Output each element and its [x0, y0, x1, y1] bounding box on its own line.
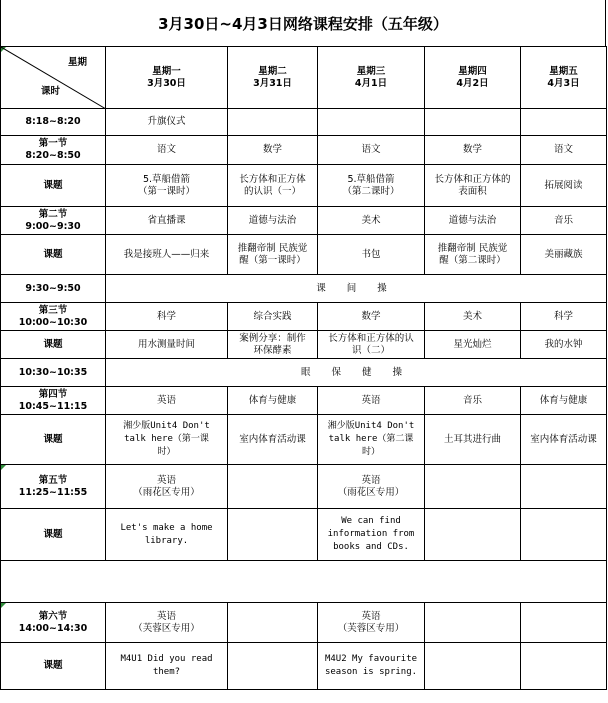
subject-cell: 英语 [106, 387, 228, 415]
subject-cell: 英语 （芙蓉区专用） [106, 603, 228, 643]
subject-cell: 音乐 [521, 207, 607, 235]
period-label: 第五节 11:25~11:55 [1, 465, 106, 509]
topic-cell: 湘少版Unit4 Don't talk here（第一课 时） [106, 415, 228, 465]
day-header-thu: 星期四 4月2日 [425, 47, 521, 109]
subject-cell: 英语 （雨花区专用） [318, 465, 425, 509]
subject-cell: 英语 （雨花区专用） [106, 465, 228, 509]
topic-cell: 推翻帝制 民族觉 醒（第二课时） [425, 235, 521, 275]
topic-label: 课题 [1, 415, 106, 465]
subject-cell: 体育与健康 [228, 387, 318, 415]
schedule-table [0, 46, 607, 690]
topic-cell: 美丽藏族 [521, 235, 607, 275]
subject-cell: 体育与健康 [521, 387, 607, 415]
topic-cell: 5.草船借箭 （第一课时） [106, 165, 228, 207]
activity-cell: 升旗仪式 [106, 109, 228, 136]
period-label: 第三节 10:00~10:30 [1, 303, 106, 331]
topic-cell: 案例分享：制作 环保酵素 [228, 331, 318, 359]
topic-cell: 星光灿烂 [425, 331, 521, 359]
topic-label: 课题 [1, 643, 106, 690]
subject-cell: 综合实践 [228, 303, 318, 331]
lunch-gap [1, 561, 607, 603]
topic-cell: 长方体和正方体的 表面积 [425, 165, 521, 207]
subject-cell: 省直播课 [106, 207, 228, 235]
subject-cell: 道德与法治 [425, 207, 521, 235]
corner-period-label: 课时 [41, 86, 61, 97]
topic-cell: M4U1 Did you read them? [106, 643, 228, 690]
topic-label: 课题 [1, 509, 106, 561]
topic-cell: 推翻帝制 民族觉 醒（第一课时） [228, 235, 318, 275]
subject-cell: 数学 [318, 303, 425, 331]
topic-cell: 我是接班人——归来 [106, 235, 228, 275]
corner-weekday-label: 星期 [67, 57, 87, 68]
subject-cell: 数学 [228, 136, 318, 165]
topic-cell: We can find information from books and CDs. [318, 509, 425, 561]
topic-label: 课题 [1, 235, 106, 275]
topic-cell: 书包 [318, 235, 425, 275]
topic-cell: 长方体和正方体 的认识（一） [228, 165, 318, 207]
topic-label: 课题 [1, 165, 106, 207]
page-title: 3月30日~4月3日网络课程安排（五年级） [0, 0, 606, 46]
time-cell: 9:30~9:50 [1, 275, 106, 303]
break-exercise-cell: 课 间 操 [106, 275, 607, 303]
subject-cell: 音乐 [425, 387, 521, 415]
topic-cell: 土耳其进行曲 [425, 415, 521, 465]
eye-exercise-cell: 眼 保 健 操 [106, 359, 607, 387]
day-header-wed: 星期三 4月1日 [318, 47, 425, 109]
topic-cell: 5.草船借箭 （第二课时） [318, 165, 425, 207]
subject-cell: 美术 [318, 207, 425, 235]
topic-cell: 室内体育活动课 [228, 415, 318, 465]
day-header-fri: 星期五 4月3日 [521, 47, 607, 109]
subject-cell: 美术 [425, 303, 521, 331]
topic-cell: 湘少版Unit4 Don't talk here（第二课 时） [318, 415, 425, 465]
subject-cell: 语文 [521, 136, 607, 165]
period-label: 第六节 14:00~14:30 [1, 603, 106, 643]
topic-label: 课题 [1, 331, 106, 359]
topic-cell: 用水测量时间 [106, 331, 228, 359]
period-label: 第四节 10:45~11:15 [1, 387, 106, 415]
day-header-mon: 星期一 3月30日 [106, 47, 228, 109]
diagonal-line [1, 47, 106, 109]
subject-cell: 语文 [318, 136, 425, 165]
topic-cell: 长方体和正方体的认 识（二） [318, 331, 425, 359]
period-label: 第一节 8:20~8:50 [1, 136, 106, 165]
subject-cell: 科学 [521, 303, 607, 331]
topic-cell: 拓展阅读 [521, 165, 607, 207]
topic-cell: M4U2 My favourite season is spring. [318, 643, 425, 690]
topic-cell: Let's make a home library. [106, 509, 228, 561]
subject-cell: 数学 [425, 136, 521, 165]
topic-cell: 室内体育活动课 [521, 415, 607, 465]
topic-cell: 我的水钟 [521, 331, 607, 359]
subject-cell: 语文 [106, 136, 228, 165]
day-header-tue: 星期二 3月31日 [228, 47, 318, 109]
subject-cell: 英语 （芙蓉区专用） [318, 603, 425, 643]
subject-cell: 科学 [106, 303, 228, 331]
time-cell: 10:30~10:35 [1, 359, 106, 387]
header-corner [1, 47, 106, 109]
period-label: 第二节 9:00~9:30 [1, 207, 106, 235]
time-cell: 8:18~8:20 [1, 109, 106, 136]
subject-cell: 道德与法治 [228, 207, 318, 235]
subject-cell: 英语 [318, 387, 425, 415]
